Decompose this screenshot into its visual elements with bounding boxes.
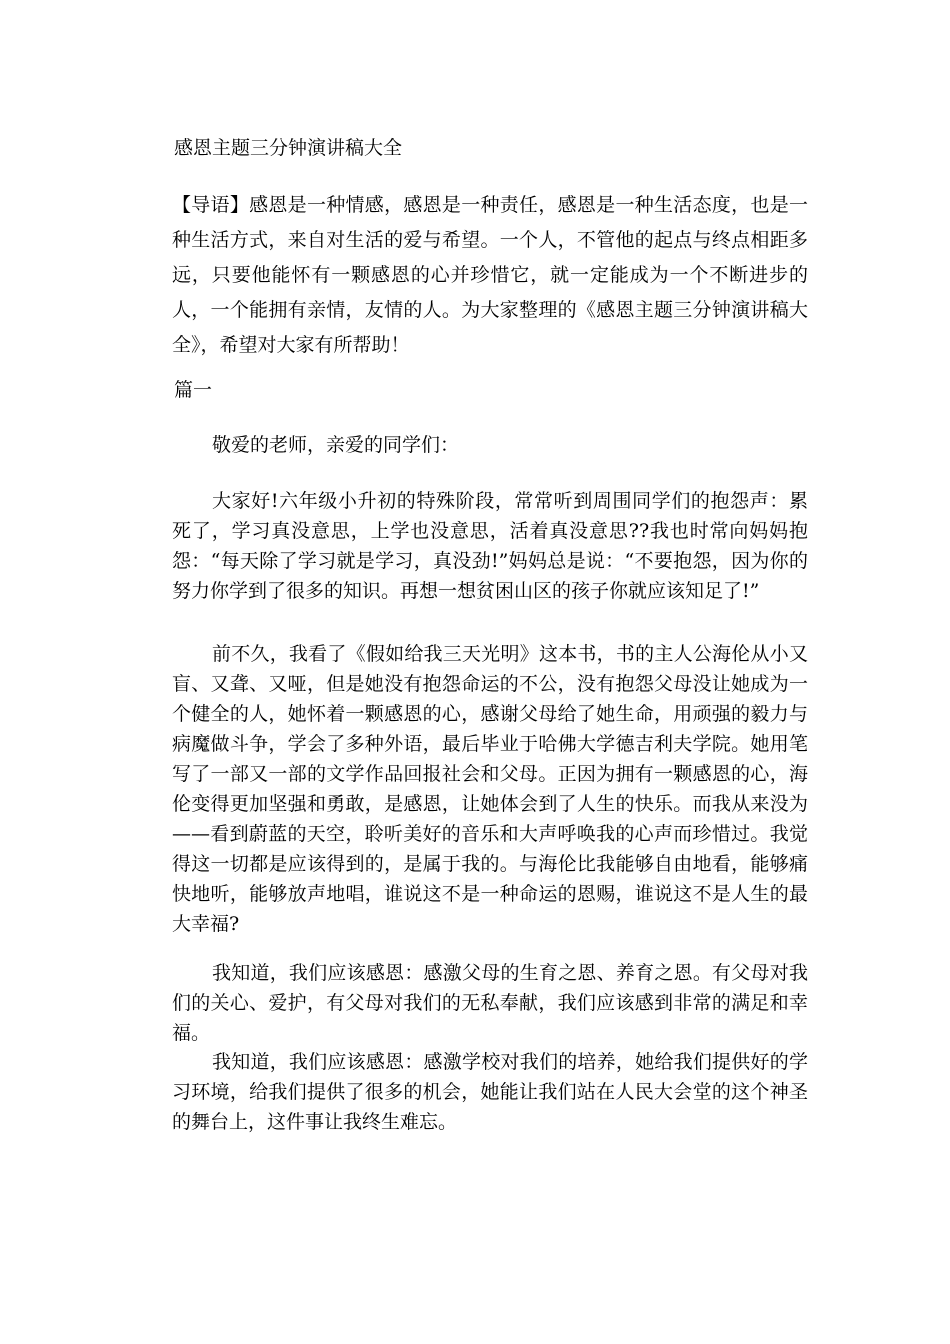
body-paragraph: 前不久，我看了《假如给我三天光明》这本书，书的主人公海伦从小又盲、又聋、又哑，但是她没有抱怨命运的不公，没有抱怨父母没让她成为一个健全的人，她怀着一颗感恩的心，感谢父母给了她生命，用顽强的毅力与病魔做斗争，学会了多种外语，最后毕业于哈佛大学德吉利夫学院。她用笔写了一部又一部的文学作品回报社会和父母。正因为拥有一颗感恩的心，海伦变得更加坚强和勇敢，是感恩，让她体会到了人生的快乐。而我从来没为——看到蔚蓝的天空，聆听美好的音乐和大声呼唤我的心声而珍惜过。我觉得这一切都是应该得到的，是属于我的。与海伦比我能够自由地看，能够痛快地听，能够放声地唱，谁说这不是一种命运的恩赐，谁说这不是人生的最大幸福? <box>172 643 808 935</box>
body-paragraph: 大家好!六年级小升初的特殊阶段，常常听到周围同学们的抱怨声：累死了，学习真没意思，上学也没意思，活着真没意思??我也时常向妈妈抱怨：“每天除了学习就是学习，真没劲!”妈妈总是说：“不要抱怨，因为你的努力你学到了很多的知识。再想一想贫困山区的孩子你就应该知足了!” <box>172 490 808 602</box>
intro-paragraph: 【导语】感恩是一种情感，感恩是一种责任，感恩是一种生活态度，也是一种生活方式，来自对生活的爱与希望。一个人，不管他的起点与终点相距多远，只要他能怀有一颗感恩的心并珍惜它，就一定能成为一个不断进步的人，一个能拥有亲情，友情的人。为大家整理的《感恩主题三分钟演讲稿大全》，希望对大家有所帮助！ <box>172 194 808 356</box>
body-paragraph: 我知道，我们应该感恩：感激父母的生育之恩、养育之恩。有父母对我们的关心、爱护，有父母对我们的无私奉献，我们应该感到非常的满足和幸福。 <box>172 962 808 1044</box>
greeting-paragraph: 敬爱的老师，亲爱的同学们： <box>212 434 460 456</box>
section-label: 篇一 <box>174 379 213 401</box>
document-title: 感恩主题三分钟演讲稿大全 <box>174 137 403 159</box>
body-paragraph: 我知道，我们应该感恩：感激学校对我们的培养，她给我们提供好的学习环境，给我们提供了很多的机会，她能让我们站在人民大会堂的这个神圣的舞台上，这件事让我终生难忘。 <box>172 1051 808 1133</box>
